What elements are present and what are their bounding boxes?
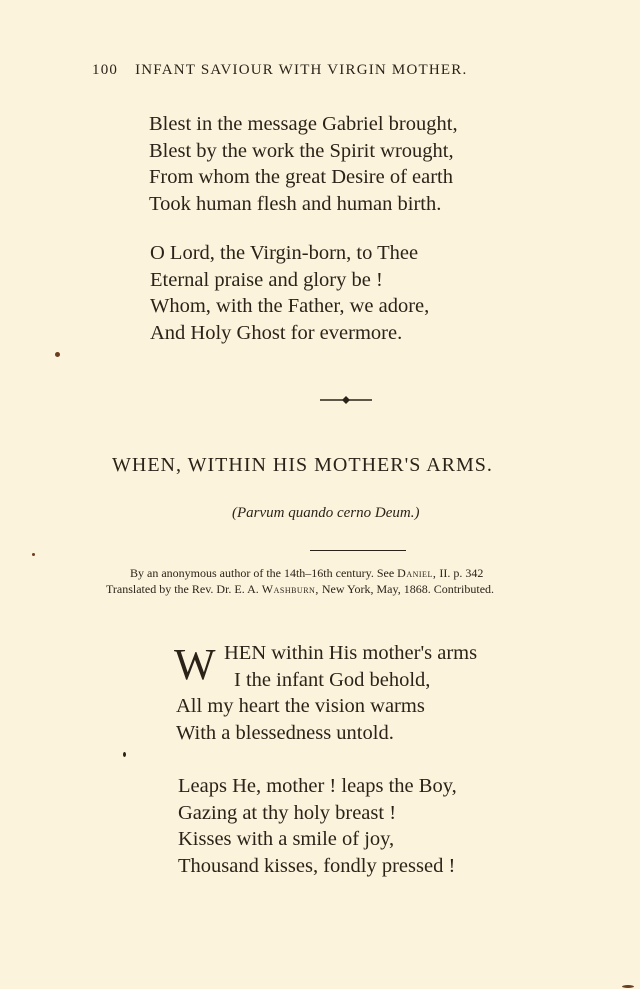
attribution-line-1 [130,566,483,581]
source-name: Daniel, [397,566,437,580]
verse-line: Thousand kisses, fondly pressed ! [178,854,456,877]
verse-line: Whom, with the Father, we adore, [150,295,430,317]
translation-text: Translated by the Rev. Dr. E. A. [106,582,259,596]
paper-speck [123,752,126,757]
verse-line: With a blessedness untold. [176,721,394,744]
verse-line: And Holy Ghost for evermore. [150,321,403,344]
drop-cap: W [174,640,216,689]
verse-line: Kisses with a smile of joy, [178,828,395,850]
hymn-title: WHEN, WITHIN HIS MOTHER'S ARMS. [112,454,493,476]
verse-line: I the infant God behold, [234,668,431,691]
verse-line: Blest by the work the Spirit wrought, [149,139,454,162]
verse-line: Took human flesh and human birth. [149,192,442,215]
attribution-line-2 [106,582,494,597]
verse-line: HEN within His mother's arms [224,642,478,664]
translation-details: New York, May, 1868. Contributed. [321,582,495,596]
paper-speck [622,985,634,988]
attribution-text: By an anonymous author of the 14th–16th century. See [130,566,395,580]
verse-line: Gazing at thy holy breast ! [178,801,397,824]
verse-line: From whom the great Desire of earth [149,166,453,188]
running-head [92,62,552,79]
hymn2-stanza-1 [176,640,477,746]
paper-speck [55,352,60,357]
verse-line: Blest in the message Gabriel brought, [149,113,458,135]
paper-speck [32,553,35,556]
divider-rule [310,550,406,551]
source-reference: II. p. 342 [439,566,484,580]
hymn1-stanza-2 [150,240,429,346]
section-divider-ornament [320,394,372,406]
verse-line: Leaps He, mother ! leaps the Boy, [178,775,457,797]
page-number: 100 [92,62,119,78]
hymn1-stanza-1 [149,111,458,217]
verse-line: Eternal praise and glory be ! [150,268,383,291]
running-title: INFANT SAVIOUR WITH VIRGIN MOTHER. [135,62,468,78]
verse-line: All my heart the vision warms [176,695,425,717]
verse-line: O Lord, the Virgin-born, to Thee [150,242,419,264]
hymn2-stanza-2 [178,773,457,879]
latin-subtitle: (Parvum quando cerno Deum.) [232,505,420,521]
translator-name: Washburn, [261,582,319,596]
